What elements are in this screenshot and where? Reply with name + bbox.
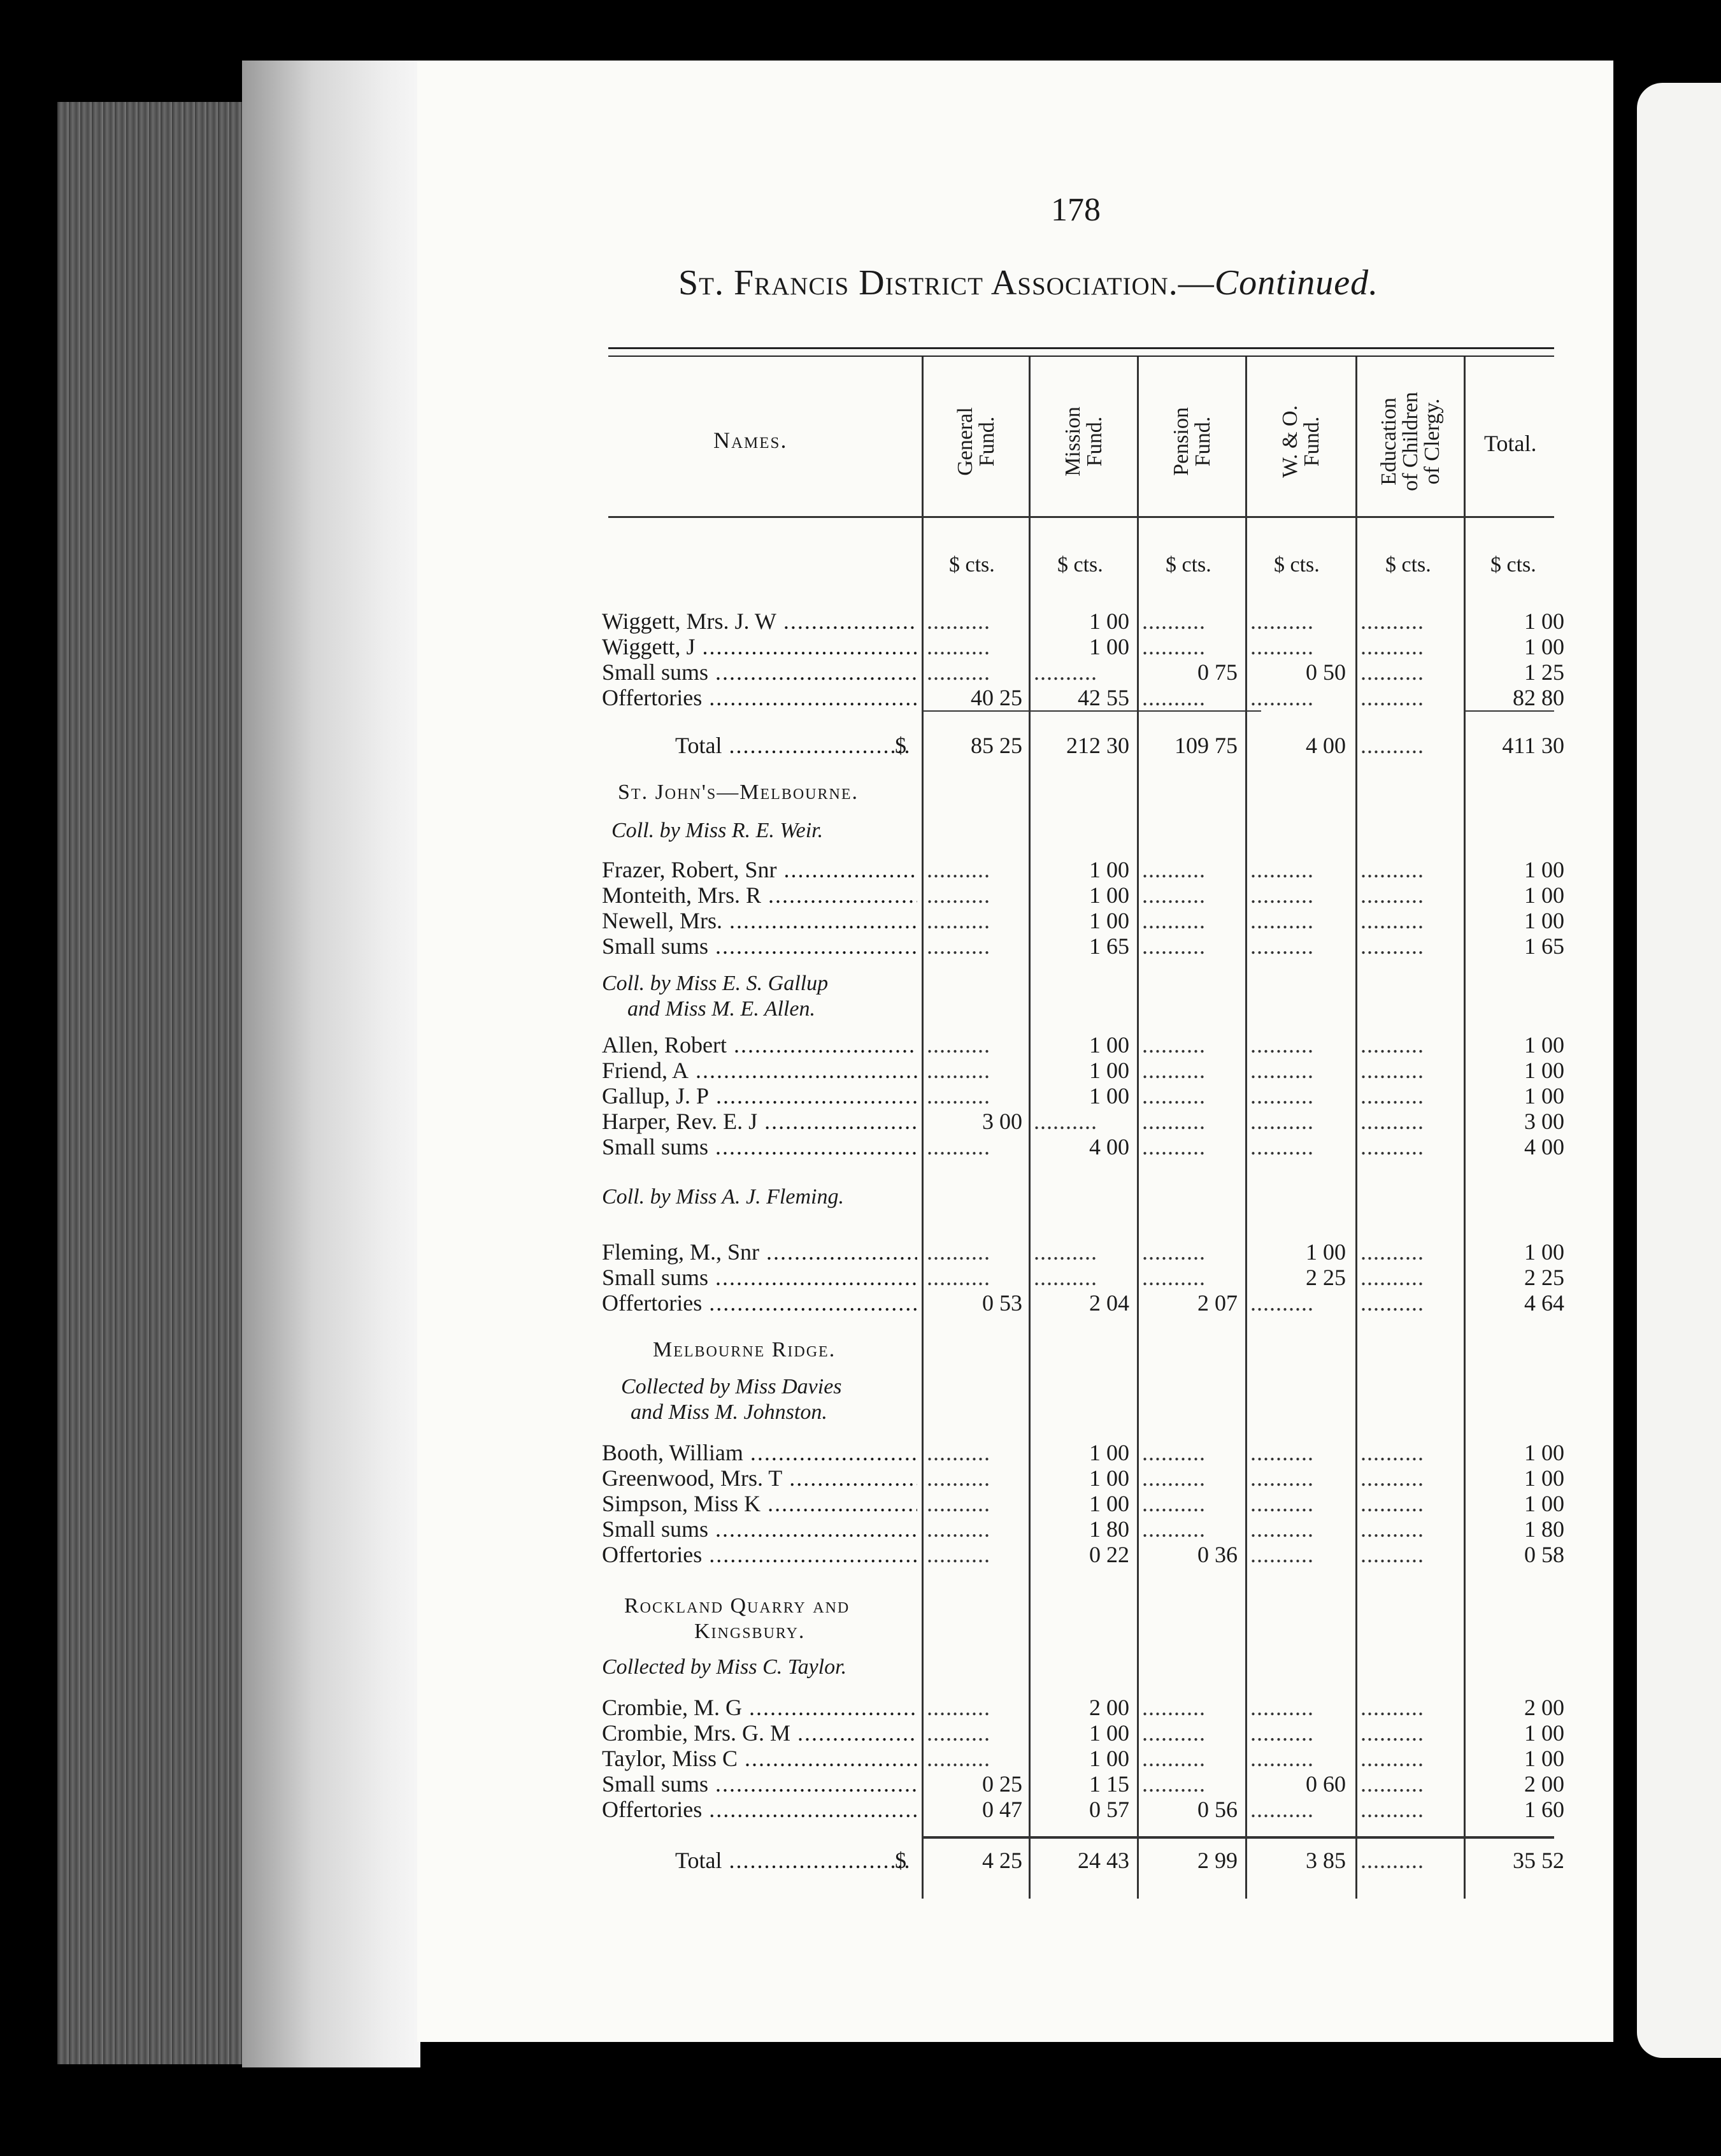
table-row bbox=[602, 1695, 1564, 1720]
row-name: Total ..... bbox=[675, 733, 911, 758]
cell-mission: 1 00 bbox=[1089, 1032, 1129, 1058]
table-row bbox=[602, 1440, 1564, 1465]
cell-general: 0 53 bbox=[982, 1290, 1022, 1316]
facing-page-edge bbox=[1637, 83, 1721, 2058]
cell-pension-empty: .......... bbox=[1142, 1134, 1206, 1160]
cell-mission: 2 04 bbox=[1089, 1290, 1129, 1316]
cell-edu-empty: .......... bbox=[1360, 1239, 1424, 1265]
cell-total: 4 64 bbox=[1524, 1290, 1564, 1316]
cell-wo-empty: .......... bbox=[1250, 1746, 1314, 1771]
cell-edu-empty: .......... bbox=[1360, 1542, 1424, 1567]
cell-mission: 0 22 bbox=[1089, 1542, 1129, 1567]
row-name: Fleming, M., Snr ..... bbox=[602, 1239, 917, 1265]
row-name: Newell, Mrs. ..... bbox=[602, 908, 917, 933]
table-row bbox=[602, 1516, 1564, 1542]
cell-wo-empty: .......... bbox=[1250, 1083, 1314, 1109]
cell-total: 1 00 bbox=[1524, 634, 1564, 659]
cell-wo-empty: .......... bbox=[1250, 882, 1314, 908]
row-name: Allen, Robert ..... bbox=[602, 1032, 917, 1058]
cell-total: 2 00 bbox=[1524, 1695, 1564, 1720]
cell-total: 1 00 bbox=[1524, 1746, 1564, 1771]
cell-pension-empty: .......... bbox=[1142, 1746, 1206, 1771]
cell-pension-empty: .......... bbox=[1142, 608, 1206, 634]
cell-wo-empty: .......... bbox=[1250, 1290, 1314, 1316]
cell-edu-empty: .......... bbox=[1360, 1109, 1424, 1134]
row-name: Offertories ..... bbox=[602, 1797, 917, 1822]
cell-total: 3 00 bbox=[1524, 1109, 1564, 1134]
row-name: Harper, Rev. E. J ..... bbox=[602, 1109, 917, 1134]
cell-mission-empty: .......... bbox=[1034, 1239, 1097, 1265]
table-row bbox=[602, 1491, 1564, 1516]
cell-general-empty: .......... bbox=[927, 634, 990, 659]
cell-general-empty: .......... bbox=[927, 1265, 990, 1290]
row-name: Wiggett, J ..... bbox=[602, 634, 917, 659]
cell-mission: 1 00 bbox=[1089, 1465, 1129, 1491]
header-double-rule bbox=[608, 347, 1554, 357]
column-header-names: Names. bbox=[713, 428, 788, 453]
cell-general-empty: .......... bbox=[927, 908, 990, 933]
row-name: Small sums ..... bbox=[602, 1265, 917, 1290]
cell-mission: 1 00 bbox=[1089, 1083, 1129, 1109]
row-name: Small sums ..... bbox=[602, 1516, 917, 1542]
column-header-mission: Mission Fund. bbox=[1060, 406, 1106, 477]
cell-general-empty: .......... bbox=[927, 1440, 990, 1465]
cell-mission: 2 00 bbox=[1089, 1695, 1129, 1720]
cell-wo-empty: .......... bbox=[1250, 1720, 1314, 1746]
cell-general-empty: .......... bbox=[927, 857, 990, 882]
cell-total: 1 00 bbox=[1524, 882, 1564, 908]
cell-general: 3 00 bbox=[982, 1109, 1022, 1134]
subtotal-rule bbox=[924, 1836, 1554, 1839]
cell-mission: 1 00 bbox=[1089, 608, 1129, 634]
cell-total: 1 00 bbox=[1524, 908, 1564, 933]
cell-general-empty: .......... bbox=[927, 1746, 990, 1771]
cell-total: 1 00 bbox=[1524, 1720, 1564, 1746]
cell-general-empty: .......... bbox=[927, 1720, 990, 1746]
cell-wo-empty: .......... bbox=[1250, 685, 1314, 710]
row-name: Small sums ..... bbox=[602, 933, 917, 959]
title-continued: Continued. bbox=[1214, 263, 1379, 303]
total-row bbox=[602, 1848, 1564, 1873]
row-name: Small sums ..... bbox=[602, 1134, 917, 1160]
cell-edu-empty: .......... bbox=[1360, 1771, 1424, 1797]
cell-mission: 1 00 bbox=[1089, 1720, 1129, 1746]
cell-pension-empty: .......... bbox=[1142, 908, 1206, 933]
cell-total: 2 00 bbox=[1524, 1771, 1564, 1797]
page-title bbox=[678, 262, 1378, 303]
cell-general-empty: .......... bbox=[927, 1134, 990, 1160]
table-row bbox=[602, 1542, 1564, 1567]
cell-wo-empty: .......... bbox=[1250, 1109, 1314, 1134]
collector-label: Coll. by Miss A. J. Fleming. bbox=[602, 1185, 844, 1209]
table-row bbox=[602, 1109, 1564, 1134]
cell-edu-empty: .......... bbox=[1360, 1797, 1424, 1822]
column-header-wo: W. & O. Fund. bbox=[1278, 405, 1324, 478]
cell-total: 1 00 bbox=[1524, 1440, 1564, 1465]
row-name: Gallup, J. P ..... bbox=[602, 1083, 917, 1109]
currency-sign: $ bbox=[895, 733, 906, 758]
cell-mission: 1 00 bbox=[1089, 1491, 1129, 1516]
cell-pension-empty: .......... bbox=[1142, 1265, 1206, 1290]
cell-total: 2 25 bbox=[1524, 1265, 1564, 1290]
page-stack-edge bbox=[242, 61, 420, 2067]
row-name: Wiggett, Mrs. J. W ..... bbox=[602, 608, 917, 634]
table-row bbox=[602, 1083, 1564, 1109]
cell-pension-empty: .......... bbox=[1142, 1771, 1206, 1797]
cell-total: 4 00 bbox=[1524, 1134, 1564, 1160]
cell-general-empty: .......... bbox=[927, 1491, 990, 1516]
cell-edu-empty: .......... bbox=[1360, 733, 1424, 758]
cell-total: 1 00 bbox=[1524, 608, 1564, 634]
cell-mission: 1 65 bbox=[1089, 933, 1129, 959]
cell-pension: 0 36 bbox=[1197, 1542, 1238, 1567]
cell-total: 1 00 bbox=[1524, 1083, 1564, 1109]
cell-wo: 2 25 bbox=[1306, 1265, 1346, 1290]
page-number: 178 bbox=[1051, 192, 1101, 228]
column-header-education: Education of Children of Clergy. bbox=[1376, 391, 1444, 491]
cell-edu-empty: .......... bbox=[1360, 1083, 1424, 1109]
cell-pension-empty: .......... bbox=[1142, 1491, 1206, 1516]
cell-wo: 4 00 bbox=[1306, 733, 1346, 758]
table-row bbox=[602, 908, 1564, 933]
unit-label: $ cts. bbox=[1057, 553, 1103, 577]
cell-total: 1 00 bbox=[1524, 1239, 1564, 1265]
cell-mission: 1 00 bbox=[1089, 1746, 1129, 1771]
cell-wo-empty: .......... bbox=[1250, 1797, 1314, 1822]
cell-edu-empty: .......... bbox=[1360, 1746, 1424, 1771]
row-name: Monteith, Mrs. R ..... bbox=[602, 882, 917, 908]
section-heading: Kingsbury. bbox=[694, 1620, 806, 1643]
cell-wo: 1 00 bbox=[1306, 1239, 1346, 1265]
cell-edu-empty: .......... bbox=[1360, 1032, 1424, 1058]
table-row bbox=[602, 634, 1564, 659]
cell-mission: 1 15 bbox=[1089, 1771, 1129, 1797]
cell-pension: 109 75 bbox=[1175, 733, 1238, 758]
unit-label: $ cts. bbox=[1274, 553, 1320, 577]
cell-total: 1 00 bbox=[1524, 1032, 1564, 1058]
cell-edu-empty: .......... bbox=[1360, 608, 1424, 634]
cell-pension: 2 99 bbox=[1197, 1848, 1238, 1873]
cell-general: 85 25 bbox=[971, 733, 1022, 758]
cell-edu-empty: .......... bbox=[1360, 1265, 1424, 1290]
cell-total: 1 80 bbox=[1524, 1516, 1564, 1542]
cell-pension-empty: .......... bbox=[1142, 1239, 1206, 1265]
table-row bbox=[602, 1058, 1564, 1083]
cell-edu-empty: .......... bbox=[1360, 659, 1424, 685]
cell-pension-empty: .......... bbox=[1142, 1083, 1206, 1109]
table-row bbox=[602, 1771, 1564, 1797]
table-row bbox=[602, 933, 1564, 959]
row-name: Friend, A ..... bbox=[602, 1058, 917, 1083]
table-row bbox=[602, 1720, 1564, 1746]
cell-total: 1 00 bbox=[1524, 857, 1564, 882]
cell-pension-empty: .......... bbox=[1142, 1720, 1206, 1746]
cell-pension-empty: .......... bbox=[1142, 857, 1206, 882]
cell-total: 1 25 bbox=[1524, 659, 1564, 685]
cell-pension: 0 75 bbox=[1197, 659, 1238, 685]
cell-pension-empty: .......... bbox=[1142, 933, 1206, 959]
unit-label: $ cts. bbox=[949, 553, 995, 577]
cell-pension-empty: .......... bbox=[1142, 1695, 1206, 1720]
collector-label: Coll. by Miss R. E. Weir. bbox=[611, 819, 824, 842]
unit-label: $ cts. bbox=[1166, 553, 1211, 577]
cell-wo-empty: .......... bbox=[1250, 933, 1314, 959]
cell-total: 411 30 bbox=[1502, 733, 1564, 758]
row-name: Simpson, Miss K ..... bbox=[602, 1491, 917, 1516]
table-row bbox=[602, 1290, 1564, 1316]
collector-label: and Miss M. Johnston. bbox=[631, 1400, 827, 1424]
row-name: Offertories ..... bbox=[602, 1290, 917, 1316]
total-row bbox=[602, 733, 1564, 758]
cell-pension-empty: .......... bbox=[1142, 1058, 1206, 1083]
cell-edu-empty: .......... bbox=[1360, 1134, 1424, 1160]
cell-general-empty: .......... bbox=[927, 659, 990, 685]
table-row bbox=[602, 1265, 1564, 1290]
cell-edu-empty: .......... bbox=[1360, 857, 1424, 882]
cell-mission: 1 80 bbox=[1089, 1516, 1129, 1542]
cell-edu-empty: .......... bbox=[1360, 1290, 1424, 1316]
cell-total: 0 58 bbox=[1524, 1542, 1564, 1567]
cell-edu-empty: .......... bbox=[1360, 933, 1424, 959]
cell-total: 82 80 bbox=[1513, 685, 1564, 710]
section-heading: Melbourne Ridge. bbox=[653, 1338, 836, 1362]
table-row bbox=[602, 608, 1564, 634]
cell-general: 4 25 bbox=[982, 1848, 1022, 1873]
cell-pension-empty: .......... bbox=[1142, 1465, 1206, 1491]
table-row bbox=[602, 1465, 1564, 1491]
cell-general-empty: .......... bbox=[927, 1239, 990, 1265]
table-row bbox=[602, 1746, 1564, 1771]
cell-wo-empty: .......... bbox=[1250, 634, 1314, 659]
cell-edu-empty: .......... bbox=[1360, 1491, 1424, 1516]
cell-mission: 24 43 bbox=[1078, 1848, 1129, 1873]
cell-general: 0 47 bbox=[982, 1797, 1022, 1822]
cell-edu-empty: .......... bbox=[1360, 634, 1424, 659]
cell-pension-empty: .......... bbox=[1142, 882, 1206, 908]
collector-label: and Miss M. E. Allen. bbox=[627, 997, 815, 1021]
table-row bbox=[602, 857, 1564, 882]
section-heading: St. John's—Melbourne. bbox=[618, 780, 859, 804]
cell-wo: 3 85 bbox=[1306, 1848, 1346, 1873]
cell-wo: 0 60 bbox=[1306, 1771, 1346, 1797]
cell-wo: 0 50 bbox=[1306, 659, 1346, 685]
subtotal-rule bbox=[1465, 710, 1554, 712]
cell-general-empty: .......... bbox=[927, 882, 990, 908]
collector-label: Coll. by Miss E. S. Gallup bbox=[602, 972, 829, 995]
row-name: Small sums ..... bbox=[602, 659, 917, 685]
cell-wo-empty: .......... bbox=[1250, 1491, 1314, 1516]
cell-wo-empty: .......... bbox=[1250, 1058, 1314, 1083]
table-row bbox=[602, 882, 1564, 908]
cell-wo-empty: .......... bbox=[1250, 1440, 1314, 1465]
cell-general-empty: .......... bbox=[927, 1695, 990, 1720]
cell-mission: 1 00 bbox=[1089, 1058, 1129, 1083]
cell-general-empty: .......... bbox=[927, 1465, 990, 1491]
cell-general-empty: .......... bbox=[927, 1058, 990, 1083]
unit-label: $ cts. bbox=[1490, 553, 1536, 577]
title-main: St. Francis District Association.— bbox=[678, 263, 1215, 303]
cell-total: 1 00 bbox=[1524, 1491, 1564, 1516]
row-name: Offertories ..... bbox=[602, 685, 917, 710]
table-row bbox=[602, 659, 1564, 685]
cell-wo-empty: .......... bbox=[1250, 1465, 1314, 1491]
row-name: Greenwood, Mrs. T ..... bbox=[602, 1465, 917, 1491]
cell-general-empty: .......... bbox=[927, 1542, 990, 1567]
cell-mission: 212 30 bbox=[1066, 733, 1129, 758]
row-name: Taylor, Miss C ..... bbox=[602, 1746, 917, 1771]
cell-edu-empty: .......... bbox=[1360, 1848, 1424, 1873]
row-name: Small sums ..... bbox=[602, 1771, 917, 1797]
cell-mission: 1 00 bbox=[1089, 882, 1129, 908]
cell-total: 1 00 bbox=[1524, 1465, 1564, 1491]
cell-general-empty: .......... bbox=[927, 1516, 990, 1542]
cell-general-empty: .......... bbox=[927, 608, 990, 634]
cell-pension-empty: .......... bbox=[1142, 1032, 1206, 1058]
cell-wo-empty: .......... bbox=[1250, 1032, 1314, 1058]
collector-label: Collected by Miss Davies bbox=[621, 1375, 842, 1398]
column-header-pension: Pension Fund. bbox=[1169, 406, 1215, 476]
cell-mission: 4 00 bbox=[1089, 1134, 1129, 1160]
table-row bbox=[602, 1239, 1564, 1265]
cell-edu-empty: .......... bbox=[1360, 685, 1424, 710]
cell-general-empty: .......... bbox=[927, 933, 990, 959]
cell-pension-empty: .......... bbox=[1142, 685, 1206, 710]
cell-general: 0 25 bbox=[982, 1771, 1022, 1797]
book-spine-edge bbox=[57, 102, 248, 2064]
cell-wo-empty: .......... bbox=[1250, 608, 1314, 634]
cell-total: 1 00 bbox=[1524, 1058, 1564, 1083]
cell-wo-empty: .......... bbox=[1250, 1516, 1314, 1542]
table-row bbox=[602, 1032, 1564, 1058]
cell-total: 1 65 bbox=[1524, 933, 1564, 959]
cell-total: 1 60 bbox=[1524, 1797, 1564, 1822]
cell-mission-empty: .......... bbox=[1034, 1265, 1097, 1290]
cell-edu-empty: .......... bbox=[1360, 1440, 1424, 1465]
row-name: Booth, William ..... bbox=[602, 1440, 917, 1465]
table-row bbox=[602, 685, 1564, 710]
cell-total: 35 52 bbox=[1513, 1848, 1564, 1873]
cell-wo-empty: .......... bbox=[1250, 908, 1314, 933]
row-name: Crombie, Mrs. G. M ..... bbox=[602, 1720, 917, 1746]
cell-edu-empty: .......... bbox=[1360, 1058, 1424, 1083]
cell-wo-empty: .......... bbox=[1250, 1695, 1314, 1720]
subtotal-rule bbox=[924, 710, 1261, 712]
row-name: Offertories ..... bbox=[602, 1542, 917, 1567]
collector-label: Collected by Miss C. Taylor. bbox=[602, 1655, 847, 1679]
column-header-general: General Fund. bbox=[953, 406, 999, 476]
cell-wo-empty: .......... bbox=[1250, 1134, 1314, 1160]
cell-wo-empty: .......... bbox=[1250, 1542, 1314, 1567]
cell-mission: 1 00 bbox=[1089, 634, 1129, 659]
cell-mission: 1 00 bbox=[1089, 908, 1129, 933]
cell-general-empty: .......... bbox=[927, 1032, 990, 1058]
cell-mission-empty: .......... bbox=[1034, 659, 1097, 685]
cell-edu-empty: .......... bbox=[1360, 1720, 1424, 1746]
cell-pension-empty: .......... bbox=[1142, 634, 1206, 659]
table-row bbox=[602, 1134, 1564, 1160]
cell-edu-empty: .......... bbox=[1360, 1516, 1424, 1542]
cell-edu-empty: .......... bbox=[1360, 908, 1424, 933]
cell-pension-empty: .......... bbox=[1142, 1109, 1206, 1134]
currency-sign: $ bbox=[895, 1848, 906, 1873]
cell-mission: 1 00 bbox=[1089, 1440, 1129, 1465]
section-heading: Rockland Quarry and bbox=[624, 1594, 850, 1618]
cell-edu-empty: .......... bbox=[1360, 1465, 1424, 1491]
cell-edu-empty: .......... bbox=[1360, 882, 1424, 908]
row-name: Frazer, Robert, Snr ..... bbox=[602, 857, 917, 882]
cell-mission: 0 57 bbox=[1089, 1797, 1129, 1822]
row-name: Crombie, M. G ..... bbox=[602, 1695, 917, 1720]
cell-pension-empty: .......... bbox=[1142, 1440, 1206, 1465]
row-name: Total ..... bbox=[675, 1848, 911, 1873]
cell-pension: 2 07 bbox=[1197, 1290, 1238, 1316]
column-header-total: Total. bbox=[1484, 431, 1537, 456]
cell-pension-empty: .......... bbox=[1142, 1516, 1206, 1542]
cell-wo-empty: .......... bbox=[1250, 857, 1314, 882]
cell-mission-empty: .......... bbox=[1034, 1109, 1097, 1134]
table-row bbox=[602, 1797, 1564, 1822]
cell-pension: 0 56 bbox=[1197, 1797, 1238, 1822]
cell-general-empty: .......... bbox=[927, 1083, 990, 1109]
unit-label: $ cts. bbox=[1385, 553, 1431, 577]
cell-mission: 1 00 bbox=[1089, 857, 1129, 882]
cell-general: 40 25 bbox=[971, 685, 1022, 710]
cell-edu-empty: .......... bbox=[1360, 1695, 1424, 1720]
cell-mission: 42 55 bbox=[1078, 685, 1129, 710]
